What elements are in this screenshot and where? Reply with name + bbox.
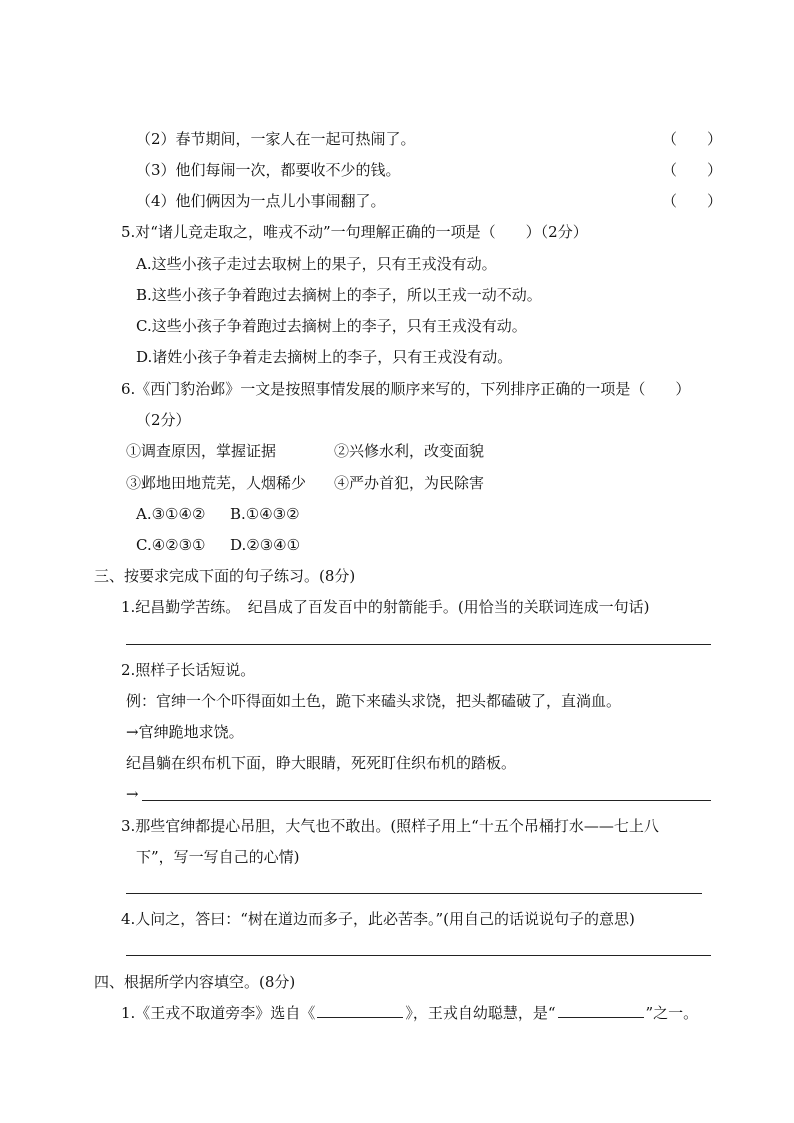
answer-line-s3-q1[interactable]: [126, 644, 711, 645]
s3-q2-title: 2.照样子长话短说。: [121, 661, 256, 679]
q5-option-a[interactable]: A.这些小孩子走过去取树上的果子，只有王戎没有动。: [136, 255, 497, 273]
s3-q2-task: 纪昌躺在织布机下面，睁大眼睛，死死盯住织布机的踏板。: [126, 754, 517, 772]
section-4-title: 四、根据所学内容填空。(8分): [94, 973, 296, 991]
q6-score: （2分）: [136, 411, 191, 429]
s4-q1-part-c: ”之一。: [645, 1004, 699, 1022]
answer-line-s3-q3[interactable]: [126, 893, 702, 894]
section-3-title: 三、按要求完成下面的句子练习。(8分): [94, 567, 356, 585]
answer-paren-3[interactable]: （ ）: [662, 161, 723, 179]
q6-option-a[interactable]: A.③①④②: [136, 505, 206, 523]
q6-option-d[interactable]: D.②③④①: [230, 536, 301, 554]
q4-item-3: （3）他们每闹一次，都要收不少的钱。: [136, 161, 401, 179]
q5-stem: 5.对“诸儿竞走取之，唯戎不动”一句理解正确的一项是（ ）（2分）: [121, 223, 588, 241]
q6-event-4: ④严办首犯，为民除害: [334, 474, 485, 492]
answer-line-s3-q2[interactable]: [142, 800, 711, 801]
s3-q3-line1: 3.那些官绅都提心吊胆，大气也不敢出。(照样子用上“十五个吊桶打水——七上八: [121, 817, 659, 835]
s3-q2-example: 例：官绅一个个吓得面如土色，跪下来磕头求饶，把头都磕破了，直淌血。: [126, 692, 622, 710]
s4-q1-part-a: 1.《王戎不取道旁李》选自《: [121, 1004, 316, 1022]
blank-title[interactable]: [558, 1003, 644, 1018]
q4-item-4: （4）他们俩因为一点儿小事闹翻了。: [136, 192, 386, 210]
q6-option-c[interactable]: C.④②③①: [136, 536, 206, 554]
q5-option-d[interactable]: D.诸姓小孩子争着走去摘树上的李子，只有王戎没有动。: [136, 348, 513, 366]
s4-q1: [121, 1003, 698, 1023]
q5-option-c[interactable]: C.这些小孩子争着跑过去摘树上的李子，只有王戎没有动。: [136, 317, 527, 335]
s3-q2-arrow: →: [126, 785, 139, 803]
q6-stem: 6.《西门豹治邺》一文是按照事情发展的顺序来写的，下列排序正确的一项是（ ）: [121, 380, 691, 398]
answer-line-s3-q4[interactable]: [126, 955, 711, 956]
blank-source-book[interactable]: [317, 1003, 403, 1018]
q6-event-1: ①调查原因，掌握证据: [126, 442, 277, 460]
answer-paren-2[interactable]: （ ）: [662, 130, 723, 148]
s3-q4: 4.人问之，答曰：“树在道边而多子，此必苦李。”(用自己的话说说句子的意思): [121, 910, 635, 928]
s3-q2-example-answer: →官绅跪地求饶。: [126, 723, 244, 741]
q6-event-3: ③邺地田地荒芜，人烟稀少: [126, 474, 307, 492]
s4-q1-part-b: 》，王戎自幼聪慧，是“: [405, 1004, 556, 1022]
q4-item-2: （2）春节期间，一家人在一起可热闹了。: [136, 130, 416, 148]
q6-event-2: ②兴修水利，改变面貌: [334, 442, 485, 460]
s3-q3-line2: 下”，写一写自己的心情): [136, 848, 300, 866]
q6-option-b[interactable]: B.①④③②: [230, 505, 300, 523]
s3-q1: 1.纪昌勤学苦练。 纪昌成了百发百中的射箭能手。(用恰当的关联词连成一句话): [121, 598, 650, 616]
answer-paren-4[interactable]: （ ）: [662, 192, 723, 210]
q5-option-b[interactable]: B.这些小孩子争着跑过去摘树上的李子，所以王戎一动不动。: [136, 286, 542, 304]
